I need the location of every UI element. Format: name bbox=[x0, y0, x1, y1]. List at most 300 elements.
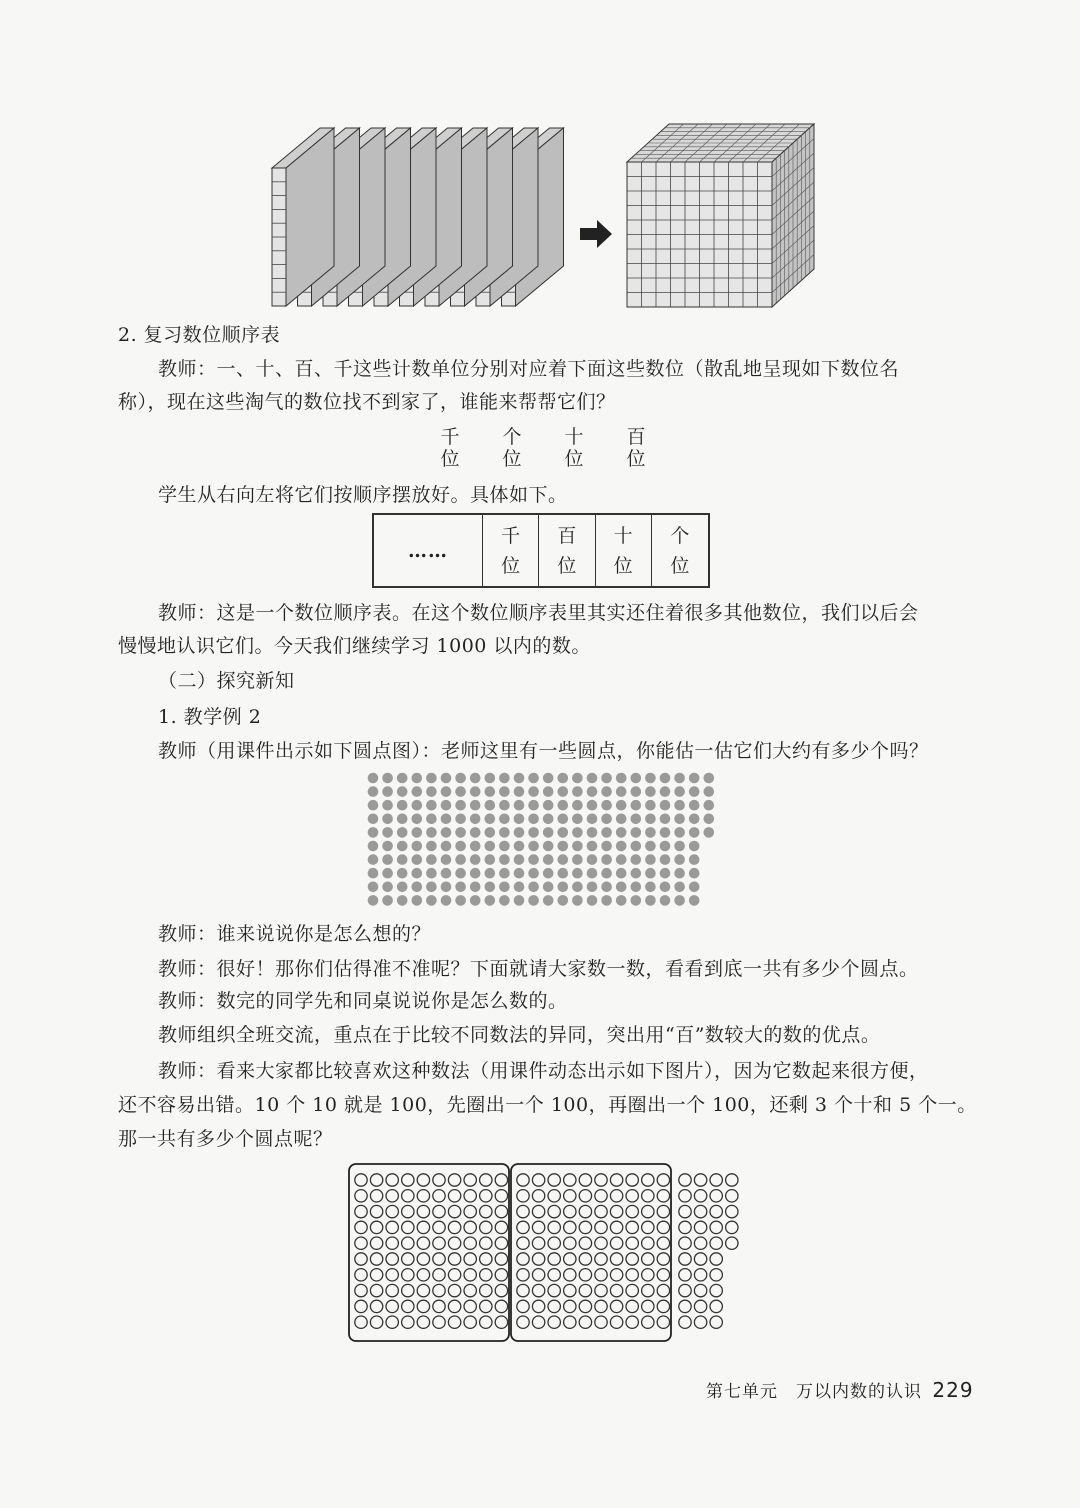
dot bbox=[433, 1221, 445, 1233]
dot bbox=[689, 868, 700, 879]
dot bbox=[499, 854, 510, 865]
dot bbox=[626, 1316, 638, 1328]
dot bbox=[689, 773, 700, 784]
dot bbox=[601, 827, 612, 838]
dot bbox=[382, 800, 393, 811]
dot bbox=[517, 1284, 529, 1296]
cell-top: 个 bbox=[670, 524, 690, 547]
dot bbox=[412, 841, 423, 852]
dot bbox=[704, 827, 715, 838]
dot bbox=[642, 1284, 654, 1296]
dot bbox=[386, 1300, 398, 1312]
dot bbox=[558, 868, 569, 879]
right-arrow-icon bbox=[580, 220, 612, 248]
dot bbox=[448, 1284, 460, 1296]
dot bbox=[710, 1190, 722, 1202]
dot bbox=[572, 773, 583, 784]
dot bbox=[679, 1253, 691, 1265]
teacher-table-line-2: 慢慢地认识它们。今天我们继续学习 1000 以内的数。 bbox=[118, 635, 591, 657]
dot bbox=[548, 1316, 560, 1328]
dot bbox=[426, 827, 437, 838]
dot bbox=[448, 1269, 460, 1281]
dot bbox=[464, 1316, 476, 1328]
dot bbox=[433, 1205, 445, 1217]
dot bbox=[610, 1221, 622, 1233]
teacher-organize: 教师组织全班交流，重点在于比较不同数法的异同，突出用“百”数较大的数的优点。 bbox=[158, 1024, 881, 1046]
dot bbox=[412, 814, 423, 825]
dot bbox=[386, 1221, 398, 1233]
dot bbox=[532, 1316, 544, 1328]
dot bbox=[558, 854, 569, 865]
dot bbox=[480, 1300, 492, 1312]
dot bbox=[517, 1190, 529, 1202]
dot bbox=[587, 854, 598, 865]
dot bbox=[455, 868, 466, 879]
dot bbox=[595, 1205, 607, 1217]
dot bbox=[679, 1190, 691, 1202]
dot bbox=[601, 895, 612, 906]
dot bbox=[572, 854, 583, 865]
dot bbox=[441, 841, 452, 852]
dot bbox=[689, 814, 700, 825]
dot bbox=[564, 1316, 576, 1328]
dot bbox=[657, 1174, 669, 1186]
dot bbox=[382, 814, 393, 825]
dot bbox=[480, 1237, 492, 1249]
dot bbox=[689, 841, 700, 852]
page-number: 229 bbox=[932, 1378, 974, 1402]
dot bbox=[679, 1237, 691, 1249]
dot bbox=[499, 868, 510, 879]
dot bbox=[579, 1221, 591, 1233]
dot bbox=[532, 1253, 544, 1265]
dot bbox=[402, 1253, 414, 1265]
dot bbox=[595, 1190, 607, 1202]
dot bbox=[412, 895, 423, 906]
dot bbox=[694, 1205, 706, 1217]
dot bbox=[441, 882, 452, 893]
dot bbox=[657, 1221, 669, 1233]
dot bbox=[595, 1221, 607, 1233]
dot bbox=[397, 786, 408, 797]
dot bbox=[657, 1253, 669, 1265]
dot bbox=[660, 895, 671, 906]
dot bbox=[726, 1174, 738, 1186]
dot bbox=[579, 1284, 591, 1296]
teacher-dots-question: 教师（用课件出示如下圆点图）：老师这里有一些圆点，你能估一估它们大约有多少个吗？ bbox=[158, 740, 929, 762]
dot bbox=[402, 1237, 414, 1249]
dot bbox=[426, 800, 437, 811]
dot bbox=[480, 1253, 492, 1265]
dot bbox=[532, 1174, 544, 1186]
dot bbox=[579, 1237, 591, 1249]
dot bbox=[674, 827, 685, 838]
dot bbox=[616, 895, 627, 906]
dot bbox=[626, 1237, 638, 1249]
dot bbox=[548, 1237, 560, 1249]
dot bbox=[517, 1221, 529, 1233]
dot bbox=[679, 1205, 691, 1217]
dot bbox=[626, 1190, 638, 1202]
dot bbox=[470, 868, 481, 879]
dot bbox=[528, 800, 539, 811]
dot bbox=[464, 1300, 476, 1312]
dot bbox=[441, 854, 452, 865]
dot bbox=[441, 814, 452, 825]
dot bbox=[499, 895, 510, 906]
dot bbox=[579, 1174, 591, 1186]
thousand-cube-illustration bbox=[260, 110, 820, 315]
dot bbox=[480, 1221, 492, 1233]
dot bbox=[532, 1300, 544, 1312]
dot bbox=[528, 895, 539, 906]
dot bbox=[485, 814, 496, 825]
dot bbox=[441, 868, 452, 879]
scattered-place-bottom: 位 bbox=[440, 448, 460, 470]
dot bbox=[464, 1284, 476, 1296]
dot bbox=[674, 841, 685, 852]
dot bbox=[543, 854, 554, 865]
dot bbox=[595, 1316, 607, 1328]
dot bbox=[710, 1284, 722, 1296]
dot bbox=[694, 1269, 706, 1281]
dot bbox=[710, 1253, 722, 1265]
dot bbox=[610, 1269, 622, 1281]
dot bbox=[464, 1174, 476, 1186]
dot bbox=[495, 1205, 507, 1217]
dot bbox=[543, 814, 554, 825]
dot bbox=[417, 1190, 429, 1202]
dot bbox=[564, 1237, 576, 1249]
dot bbox=[660, 773, 671, 784]
dot bbox=[382, 868, 393, 879]
dot bbox=[616, 827, 627, 838]
dot bbox=[448, 1253, 460, 1265]
dot bbox=[626, 1300, 638, 1312]
dot bbox=[558, 786, 569, 797]
dot bbox=[470, 895, 481, 906]
dot bbox=[417, 1221, 429, 1233]
dot bbox=[587, 895, 598, 906]
dot bbox=[532, 1221, 544, 1233]
dot bbox=[689, 827, 700, 838]
dot bbox=[572, 895, 583, 906]
dot bbox=[495, 1174, 507, 1186]
dot bbox=[417, 1253, 429, 1265]
dot bbox=[433, 1237, 445, 1249]
dot bbox=[704, 786, 715, 797]
dot bbox=[397, 841, 408, 852]
dot bbox=[726, 1190, 738, 1202]
dot bbox=[499, 800, 510, 811]
dot bbox=[495, 1316, 507, 1328]
dot bbox=[433, 1269, 445, 1281]
dot bbox=[679, 1221, 691, 1233]
dot bbox=[514, 827, 525, 838]
scattered-place-top: 百 bbox=[626, 426, 646, 448]
dot bbox=[579, 1300, 591, 1312]
dot bbox=[579, 1205, 591, 1217]
dot bbox=[499, 786, 510, 797]
dot bbox=[543, 773, 554, 784]
circled-hundreds-illustration bbox=[345, 1160, 745, 1345]
dot bbox=[631, 882, 642, 893]
dot bbox=[528, 814, 539, 825]
dot bbox=[485, 895, 496, 906]
dot bbox=[543, 868, 554, 879]
dot bbox=[464, 1190, 476, 1202]
scattered-place-bottom: 位 bbox=[502, 448, 522, 470]
dot bbox=[645, 814, 656, 825]
dot bbox=[548, 1190, 560, 1202]
dot bbox=[626, 1269, 638, 1281]
dot bbox=[382, 854, 393, 865]
dot bbox=[660, 868, 671, 879]
dot bbox=[543, 827, 554, 838]
dot bbox=[694, 1190, 706, 1202]
dot bbox=[368, 868, 379, 879]
dot bbox=[572, 827, 583, 838]
dot bbox=[514, 814, 525, 825]
dot bbox=[532, 1284, 544, 1296]
dot bbox=[355, 1174, 367, 1186]
dot bbox=[448, 1316, 460, 1328]
dot bbox=[455, 786, 466, 797]
dot bbox=[355, 1237, 367, 1249]
dot bbox=[710, 1205, 722, 1217]
dot bbox=[386, 1190, 398, 1202]
dot bbox=[368, 895, 379, 906]
dot bbox=[386, 1284, 398, 1296]
dot bbox=[660, 814, 671, 825]
dot bbox=[402, 1300, 414, 1312]
dot bbox=[579, 1269, 591, 1281]
dot bbox=[564, 1205, 576, 1217]
dot bbox=[626, 1205, 638, 1217]
dot bbox=[433, 1284, 445, 1296]
dot bbox=[433, 1253, 445, 1265]
dot bbox=[548, 1174, 560, 1186]
dot bbox=[616, 800, 627, 811]
dot bbox=[572, 800, 583, 811]
dot bbox=[455, 827, 466, 838]
dot bbox=[464, 1237, 476, 1249]
dot bbox=[386, 1174, 398, 1186]
dot bbox=[558, 800, 569, 811]
dot bbox=[355, 1300, 367, 1312]
section-heading: （二）探究新知 bbox=[158, 670, 295, 692]
dot bbox=[514, 786, 525, 797]
dot bbox=[528, 786, 539, 797]
dot bbox=[660, 854, 671, 865]
dot bbox=[517, 1174, 529, 1186]
dot bbox=[601, 841, 612, 852]
dot bbox=[657, 1316, 669, 1328]
dot bbox=[548, 1221, 560, 1233]
dot bbox=[355, 1284, 367, 1296]
dot bbox=[610, 1300, 622, 1312]
dot bbox=[448, 1205, 460, 1217]
dot bbox=[631, 827, 642, 838]
dot bbox=[558, 841, 569, 852]
cell-bottom: 位 bbox=[670, 554, 690, 577]
dot bbox=[485, 841, 496, 852]
dot bbox=[370, 1284, 382, 1296]
dot bbox=[464, 1253, 476, 1265]
dot bbox=[704, 800, 715, 811]
dot bbox=[370, 1253, 382, 1265]
dot bbox=[674, 786, 685, 797]
dot bbox=[495, 1300, 507, 1312]
dot bbox=[514, 882, 525, 893]
dot bbox=[397, 895, 408, 906]
dot bbox=[412, 882, 423, 893]
dot bbox=[616, 882, 627, 893]
dot bbox=[657, 1205, 669, 1217]
dot bbox=[528, 773, 539, 784]
dot bbox=[397, 882, 408, 893]
dot bbox=[631, 814, 642, 825]
dot bbox=[679, 1284, 691, 1296]
dot bbox=[412, 868, 423, 879]
dot bbox=[679, 1269, 691, 1281]
dot bbox=[382, 827, 393, 838]
dot bbox=[433, 1190, 445, 1202]
dot bbox=[386, 1205, 398, 1217]
dot bbox=[601, 854, 612, 865]
dot bbox=[579, 1253, 591, 1265]
dot bbox=[660, 841, 671, 852]
dot bbox=[370, 1190, 382, 1202]
dot bbox=[631, 895, 642, 906]
dot bbox=[657, 1190, 669, 1202]
dot bbox=[441, 786, 452, 797]
dot bbox=[704, 773, 715, 784]
dot bbox=[426, 882, 437, 893]
table-cell-tens bbox=[595, 514, 651, 587]
dot bbox=[679, 1316, 691, 1328]
dot bbox=[679, 1174, 691, 1186]
scattered-place-bottom: 位 bbox=[564, 448, 584, 470]
dot bbox=[382, 882, 393, 893]
dot bbox=[370, 1316, 382, 1328]
dot bbox=[470, 882, 481, 893]
dot bbox=[470, 854, 481, 865]
dot bbox=[710, 1269, 722, 1281]
dot bbox=[402, 1174, 414, 1186]
dot bbox=[532, 1237, 544, 1249]
dot bbox=[601, 814, 612, 825]
dot bbox=[610, 1237, 622, 1249]
teacher-intro-line-2: 称），现在这些淘气的数位找不到家了，谁能来帮帮它们？ bbox=[118, 391, 616, 413]
dot bbox=[572, 882, 583, 893]
dot bbox=[660, 827, 671, 838]
dot bbox=[417, 1300, 429, 1312]
dot bbox=[694, 1253, 706, 1265]
dot bbox=[495, 1269, 507, 1281]
dot bbox=[382, 786, 393, 797]
table-ellipsis: …… bbox=[408, 539, 448, 562]
dot bbox=[397, 773, 408, 784]
dot bbox=[355, 1253, 367, 1265]
dot bbox=[402, 1205, 414, 1217]
dot bbox=[674, 814, 685, 825]
dot bbox=[645, 854, 656, 865]
dot bbox=[455, 814, 466, 825]
cell-top: 百 bbox=[557, 524, 577, 547]
dot bbox=[499, 773, 510, 784]
example-heading: 1. 教学例 2 bbox=[158, 706, 262, 728]
dot bbox=[417, 1284, 429, 1296]
cell-bottom: 位 bbox=[501, 554, 521, 577]
dot bbox=[495, 1237, 507, 1249]
dot bbox=[528, 868, 539, 879]
dot bbox=[412, 827, 423, 838]
dot bbox=[514, 773, 525, 784]
dot bbox=[548, 1284, 560, 1296]
dot bbox=[642, 1190, 654, 1202]
dot bbox=[464, 1269, 476, 1281]
teacher-table-line-1: 教师：这是一个数位顺序表。在这个数位顺序表里其实还住着很多其他数位，我们以后会 bbox=[158, 602, 919, 624]
dot bbox=[657, 1300, 669, 1312]
dot bbox=[499, 814, 510, 825]
review-table-heading: 2. 复习数位顺序表 bbox=[118, 324, 281, 346]
teacher-finished: 教师：数完的同学先和同桌说说你是怎么数的。 bbox=[158, 990, 568, 1012]
dot bbox=[595, 1300, 607, 1312]
dot bbox=[543, 841, 554, 852]
dot bbox=[397, 868, 408, 879]
dot bbox=[616, 841, 627, 852]
dot bbox=[694, 1237, 706, 1249]
dot bbox=[386, 1269, 398, 1281]
dot bbox=[417, 1269, 429, 1281]
dot bbox=[532, 1190, 544, 1202]
dot bbox=[517, 1316, 529, 1328]
dot bbox=[517, 1237, 529, 1249]
dot bbox=[402, 1221, 414, 1233]
dot bbox=[355, 1190, 367, 1202]
dot bbox=[402, 1316, 414, 1328]
dot bbox=[426, 895, 437, 906]
dot bbox=[616, 814, 627, 825]
cell-bottom: 位 bbox=[557, 554, 577, 577]
dot bbox=[572, 786, 583, 797]
dot bbox=[417, 1205, 429, 1217]
dot bbox=[626, 1174, 638, 1186]
dot bbox=[448, 1221, 460, 1233]
dot bbox=[631, 854, 642, 865]
dot bbox=[402, 1190, 414, 1202]
dot bbox=[704, 814, 715, 825]
dot bbox=[548, 1269, 560, 1281]
dot bbox=[528, 827, 539, 838]
dot bbox=[558, 814, 569, 825]
dot bbox=[485, 868, 496, 879]
dot bbox=[455, 841, 466, 852]
dot bbox=[426, 868, 437, 879]
dot bbox=[355, 1316, 367, 1328]
dot bbox=[426, 786, 437, 797]
dot bbox=[595, 1174, 607, 1186]
dot bbox=[726, 1221, 738, 1233]
dot bbox=[412, 800, 423, 811]
dot bbox=[689, 786, 700, 797]
dot bbox=[355, 1205, 367, 1217]
dot bbox=[564, 1221, 576, 1233]
dot bbox=[660, 786, 671, 797]
dot bbox=[517, 1253, 529, 1265]
dot bbox=[679, 1300, 691, 1312]
